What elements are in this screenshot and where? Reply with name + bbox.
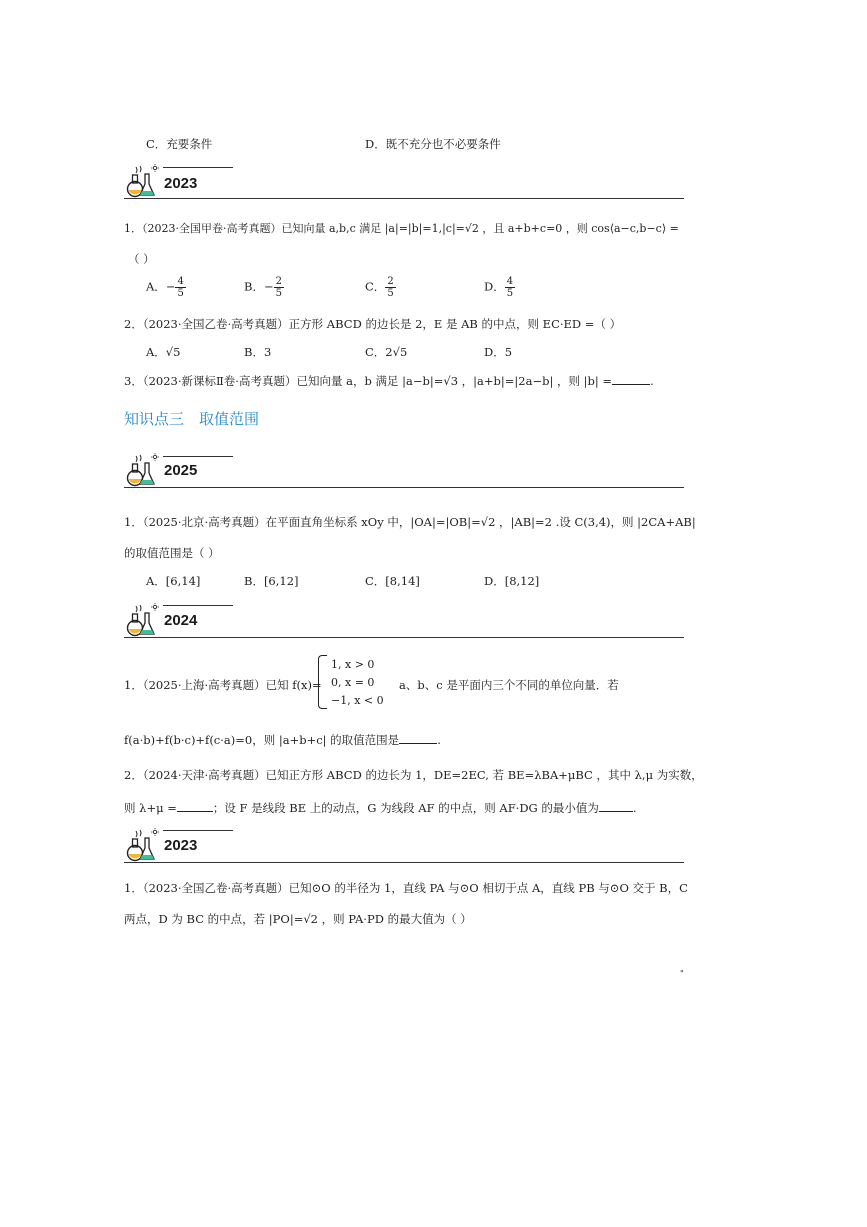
question-stem: 2．（2023·全国乙卷·高考真题）正方形 ABCD 的边长是 2，E 是 AB 的中点，则 EC·ED =（ ） — [124, 317, 622, 331]
question-stem-continued: 的取值范围是（ ） — [124, 546, 220, 560]
question-stem-continued: 两点，D 为 BC 的中点，若 |PO|=√2 ，则 PA·PD 的最大值为（ ） — [124, 912, 472, 926]
flask-icon — [124, 162, 160, 198]
question-stem: 3．（2023·新课标Ⅱ卷·高考真题）已知向量 a，b 满足 |a−b|=√3 ，|a+b|=|2a−b| ，则 |b| = . — [124, 374, 654, 388]
flask-icon — [124, 451, 160, 487]
option-c: C．充要条件 — [146, 137, 213, 151]
answer-option: D．[8,12] — [484, 574, 540, 588]
question-stem: 1．（2025·北京·高考真题）在平面直角坐标系 xOy 中，|OA|=|OB|=√2 ，|AB|=2 .设 C(3,4)，则 |2CA+AB| — [124, 515, 696, 529]
answer-option: B．− $\frac{2}{5}$ — [244, 276, 282, 299]
question-stem-continued: f(a·b)+f(b·c)+f(c·a)=0，则 |a+b+c| 的取值范围是 . — [124, 733, 441, 747]
answer-option: C．[8,14] — [365, 574, 420, 588]
answer-blank[interactable] — [612, 373, 650, 385]
answer-option: A．√5 — [146, 345, 181, 359]
piecewise-case: 1, x > 0 — [331, 658, 375, 671]
page-mark: " — [680, 969, 684, 978]
header-accent-line — [163, 456, 233, 457]
section-divider — [124, 637, 684, 638]
answer-option: D．5 — [484, 345, 513, 359]
answer-paren: （ ） — [128, 252, 155, 266]
question-stem-continued: a、b、c 是平面内三个不同的单位向量．若 — [399, 678, 619, 692]
header-accent-line — [163, 830, 233, 831]
section-divider — [124, 487, 684, 488]
header-accent-line — [163, 167, 233, 168]
answer-option: B．[6,12] — [244, 574, 299, 588]
piecewise-brace — [318, 655, 327, 709]
piecewise-case: 0, x = 0 — [331, 676, 375, 689]
answer-option: B．3 — [244, 345, 272, 359]
year-heading: 2023 — [164, 175, 198, 192]
piecewise-case: −1, x < 0 — [331, 694, 384, 707]
answer-blank[interactable] — [177, 800, 213, 812]
option-d: D．既不充分也不必要条件 — [365, 137, 501, 151]
question-stem: 1．（2023·全国乙卷·高考真题）已知⊙O 的半径为 1，直线 PA 与⊙O 相切于点 A，直线 PB 与⊙O 交于 B，C — [124, 881, 688, 895]
question-stem: 1．（2023·全国甲卷·高考真题）已知向量 a,b,c 满足 |a|=|b|=1,|c|=√2 ，且 a+b+c=0 ，则 cos⟨a−c,b−c⟩ = — [124, 222, 679, 235]
answer-blank[interactable] — [399, 732, 437, 744]
answer-blank[interactable] — [599, 800, 633, 812]
answer-option: C． $\frac{2}{5}$ — [365, 276, 394, 299]
flask-icon — [124, 601, 160, 637]
section-divider — [124, 198, 684, 199]
flask-icon — [124, 826, 160, 862]
header-accent-line — [163, 605, 233, 606]
answer-option: A．− $\frac{4}{5}$ — [146, 276, 184, 299]
answer-option: D． $\frac{4}{5}$ — [484, 276, 514, 299]
year-heading: 2024 — [164, 612, 198, 629]
answer-option: A．[6,14] — [146, 574, 201, 588]
answer-option: C．2√5 — [365, 345, 408, 359]
knowledge-point-heading: 知识点三 取值范围 — [124, 410, 260, 428]
year-heading: 2025 — [164, 462, 198, 479]
question-stem-continued: 则 λ+μ = ；设 F 是线段 BE 上的动点，G 为线段 AF 的中点，则 AF·DG 的最小值为 . — [124, 801, 637, 815]
question-stem: 2．（2024·天津·高考真题）已知正方形 ABCD 的边长为 1，DE=2EC, 若 BE=λBA+μBC ，其中 λ,μ 为实数， — [124, 768, 703, 782]
year-heading: 2023 — [164, 837, 198, 854]
section-divider — [124, 862, 684, 863]
question-stem: 1．（2025·上海·高考真题）已知 f(x)= — [124, 678, 322, 692]
